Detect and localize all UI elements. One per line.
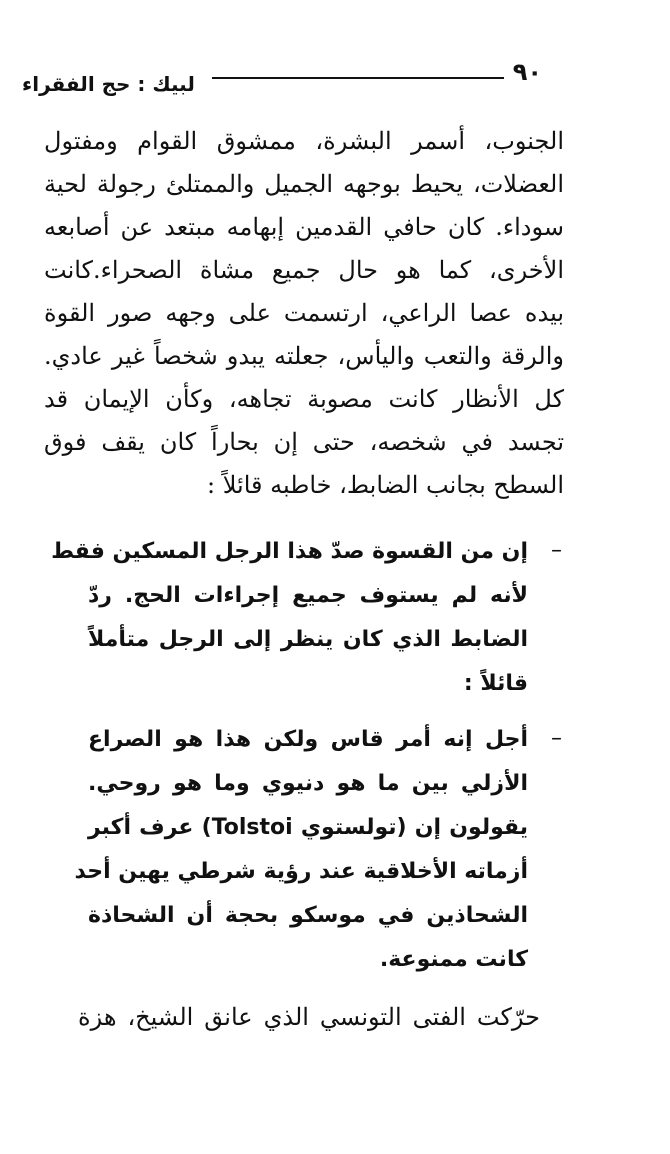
book-title: لبيك : حج الفقراء bbox=[22, 72, 195, 96]
dialogue-line: أزماته الأخلاقية عند رؤية شرطي يهين أحد bbox=[74, 859, 528, 884]
header-rule bbox=[212, 77, 504, 79]
text-line: حرّكت الفتى التونسي الذي عانق الشيخ، هزة bbox=[78, 1003, 540, 1031]
dialogue-line: الأزلي بين ما هو دنيوي وما هو روحي. bbox=[88, 771, 528, 796]
dialogue-dash: – bbox=[551, 726, 562, 751]
dialogue-line: الشحاذين في موسكو بحجة أن الشحاذة bbox=[88, 903, 528, 928]
text-line: بيده عصا الراعي، ارتسمت على وجهه صور القوة bbox=[44, 299, 564, 327]
dialogue-line: كانت ممنوعة. bbox=[379, 947, 528, 972]
paragraph-1 bbox=[44, 120, 564, 507]
dialogue-line: أجل إنه أمر قاس ولكن هذا هو الصراع bbox=[88, 727, 528, 752]
text-line: السطح بجانب الضابط، خاطبه قائلاً : bbox=[207, 471, 564, 499]
dialogue-line: إن من القسوة صدّ هذا الرجل المسكين فقط bbox=[51, 539, 528, 564]
paragraph-3 bbox=[78, 996, 540, 1039]
dialogue-line: الضابط الذي كان ينظر إلى الرجل متأملاً bbox=[88, 627, 528, 652]
text-line: سوداء. كان حافي القدمين إبهامه مبتعد عن أصابعه bbox=[44, 213, 564, 241]
dialogue-line: قائلاً : bbox=[463, 671, 528, 696]
text-line: الأخرى، كما هو حال جميع مشاة الصحراء.كانت bbox=[44, 256, 564, 284]
running-header bbox=[22, 58, 542, 98]
page-number: ٩٠ bbox=[512, 58, 542, 86]
dialogue-2 bbox=[74, 718, 562, 982]
text-line: والرقة والتعب واليأس، جعلته يبدو شخصاً غير عادي. bbox=[44, 342, 564, 370]
text-line: الجنوب، أسمر البشرة، ممشوق القوام ومفتول bbox=[44, 127, 564, 155]
text-line: تجسد في شخصه، حتى إن بحاراً كان يقف فوق bbox=[44, 428, 564, 456]
dialogue-line: يقولون إن (تولستوي Tolstoi) عرف أكبر bbox=[88, 815, 528, 840]
text-line: العضلات، يحيط بوجهه الجميل والممتلئ رجولة لحية bbox=[44, 170, 564, 198]
text-line: كل الأنظار كانت مصوبة تجاهه، وكأن الإيمان قد bbox=[44, 385, 564, 413]
dialogue-dash: – bbox=[551, 538, 562, 563]
dialogue-line: لأنه لم يستوف جميع إجراءات الحج. ردّ bbox=[88, 583, 528, 608]
dialogue-1 bbox=[51, 530, 562, 706]
